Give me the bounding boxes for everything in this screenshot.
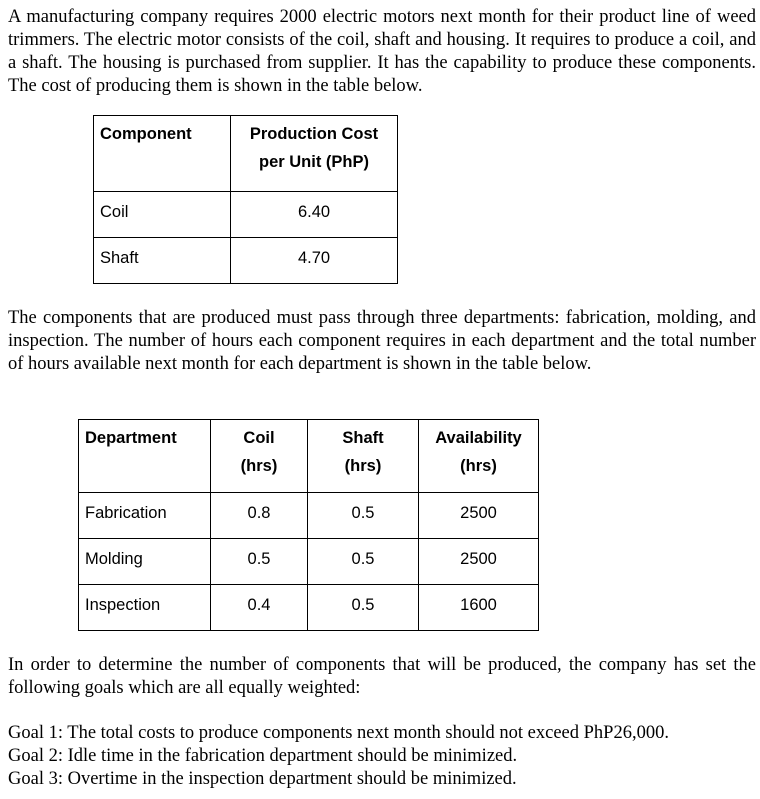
table-header-row — [79, 420, 539, 493]
department-cell: Inspection — [79, 585, 211, 631]
shaft-hours-cell: 0.5 — [308, 493, 419, 539]
table-row — [79, 539, 539, 585]
component-cell: Coil — [94, 192, 231, 238]
coil-header-unit: (hrs) — [240, 457, 278, 475]
shaft-header-unit: (hrs) — [344, 457, 382, 475]
coil-hours-cell: 0.4 — [211, 585, 308, 631]
table-row — [79, 585, 539, 631]
production-cost-table — [93, 115, 398, 284]
coil-header-label: Coil — [243, 429, 275, 447]
coil-hours-cell: 0.5 — [211, 539, 308, 585]
table-row — [94, 192, 398, 238]
component-cell: Shaft — [94, 238, 231, 284]
table-row — [79, 493, 539, 539]
availability-header-unit: (hrs) — [460, 457, 497, 475]
shaft-header-label: Shaft — [342, 429, 384, 447]
intro-paragraph: A manufacturing company requires 2000 electric motors next month for their product line of weed trimmers. The electric motor consists of the coil, shaft and housing. It requires to produce a coil, and a shaft. The housing is purchased from supplier. It has the capability to produce these components. The cost of producing them is shown in the table below. — [8, 7, 756, 96]
production-cost-header-line2: per Unit (PhP) — [259, 153, 369, 171]
table-header-row — [94, 116, 398, 192]
availability-header — [419, 420, 539, 493]
goal-2: Goal 2: Idle time in the fabrication department should be minimized. — [8, 746, 518, 766]
availability-header-label: Availability — [435, 429, 522, 447]
departments-paragraph: The components that are produced must pass through three departments: fabrication, molding, and inspection. The number of hours each component requires in each department and the total number of hours available next month for each department is shown in the table below. — [8, 308, 756, 374]
availability-cell: 2500 — [419, 539, 539, 585]
coil-hours-cell: 0.8 — [211, 493, 308, 539]
goal-1: Goal 1: The total costs to produce components next month should not exceed PhP26,000. — [8, 723, 669, 743]
availability-cell: 1600 — [419, 585, 539, 631]
table-row — [94, 238, 398, 284]
shaft-hours-cell: 0.5 — [308, 539, 419, 585]
department-cell: Molding — [79, 539, 211, 585]
cost-cell: 6.40 — [231, 192, 398, 238]
shaft-header — [308, 420, 419, 493]
cost-cell: 4.70 — [231, 238, 398, 284]
production-cost-header-line1: Production Cost — [249, 125, 379, 143]
production-cost-header — [231, 116, 398, 192]
department-hours-table — [78, 419, 539, 631]
goals-list — [8, 722, 756, 791]
department-header: Department — [79, 420, 211, 493]
department-cell: Fabrication — [79, 493, 211, 539]
shaft-hours-cell: 0.5 — [308, 585, 419, 631]
goals-intro-paragraph: In order to determine the number of components that will be produced, the company has set the following goals which are all equally weighted: — [8, 655, 756, 698]
component-header: Component — [94, 116, 231, 192]
coil-header — [211, 420, 308, 493]
availability-cell: 2500 — [419, 493, 539, 539]
goal-3: Goal 3: Overtime in the inspection department should be minimized. — [8, 769, 517, 789]
